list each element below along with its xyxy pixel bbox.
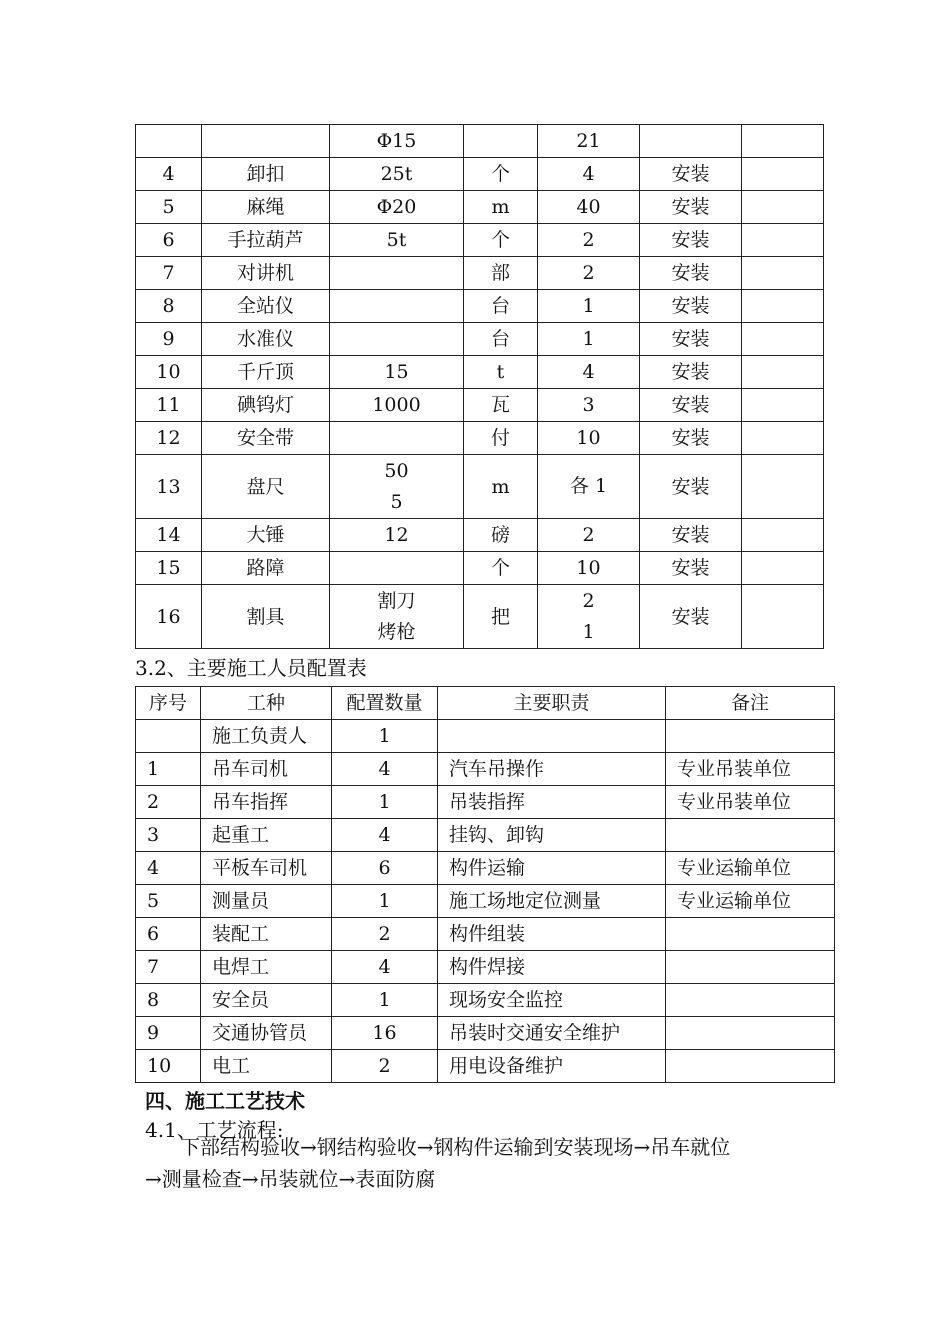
equipment-qty bbox=[538, 455, 640, 519]
equipment-use: 安装 bbox=[640, 323, 742, 356]
trade-name: 平板车司机 bbox=[201, 852, 332, 885]
equipment-qty bbox=[538, 585, 640, 649]
equipment-use: 安装 bbox=[640, 455, 742, 519]
row-number: 6 bbox=[136, 224, 202, 257]
equipment-qty bbox=[538, 552, 640, 585]
staff-table bbox=[135, 686, 835, 1083]
table-row bbox=[136, 257, 824, 290]
trade-name: 起重工 bbox=[201, 819, 332, 852]
table-row bbox=[136, 191, 824, 224]
equipment-qty-line: 3 bbox=[582, 393, 595, 416]
row-number: 8 bbox=[136, 290, 202, 323]
equipment-qty-line: 4 bbox=[582, 162, 595, 185]
equipment-spec bbox=[330, 158, 464, 191]
process-flow-line-2: →测量检查→吊装就位→表面防腐 bbox=[145, 1167, 436, 1191]
equipment-unit: m bbox=[464, 191, 538, 224]
main-duty: 吊装指挥 bbox=[438, 786, 666, 819]
table-row bbox=[136, 585, 824, 649]
trade-name: 装配工 bbox=[201, 918, 332, 951]
staff-count: 1 bbox=[332, 984, 438, 1017]
table-row bbox=[136, 389, 824, 422]
equipment-qty bbox=[538, 422, 640, 455]
equipment-unit: 台 bbox=[464, 323, 538, 356]
equipment-note bbox=[742, 125, 824, 158]
trade-name: 施工负责人 bbox=[201, 720, 332, 753]
equipment-qty-line: 各 1 bbox=[569, 475, 608, 497]
column-header: 配置数量 bbox=[332, 687, 438, 720]
equipment-spec-line: Φ15 bbox=[376, 129, 417, 152]
column-header: 序号 bbox=[136, 687, 201, 720]
equipment-note bbox=[742, 158, 824, 191]
equipment-qty-line: 1 bbox=[582, 327, 595, 350]
section-title: 四、施工工艺技术 bbox=[145, 1089, 305, 1113]
equipment-qty bbox=[538, 224, 640, 257]
staff-count: 4 bbox=[332, 753, 438, 786]
row-number: 4 bbox=[136, 158, 202, 191]
remark: 专业运输单位 bbox=[666, 852, 835, 885]
row-number: 11 bbox=[136, 389, 202, 422]
equipment-unit: 个 bbox=[464, 158, 538, 191]
equipment-spec bbox=[330, 224, 464, 257]
equipment-spec bbox=[330, 257, 464, 290]
table-header-row bbox=[136, 687, 835, 720]
equipment-qty bbox=[538, 290, 640, 323]
equipment-use: 安装 bbox=[640, 191, 742, 224]
table-row bbox=[136, 984, 835, 1017]
equipment-unit: 个 bbox=[464, 224, 538, 257]
main-duty: 构件焊接 bbox=[438, 951, 666, 984]
equipment-unit bbox=[464, 125, 538, 158]
staff-count: 1 bbox=[332, 885, 438, 918]
equipment-use: 安装 bbox=[640, 519, 742, 552]
equipment-note bbox=[742, 585, 824, 649]
equipment-qty-line: 4 bbox=[582, 360, 595, 383]
equipment-use: 安装 bbox=[640, 552, 742, 585]
equipment-name: 全站仪 bbox=[202, 290, 330, 323]
equipment-spec-line: 烤枪 bbox=[377, 620, 416, 643]
equipment-qty-line: 10 bbox=[576, 426, 601, 449]
equipment-note bbox=[742, 455, 824, 519]
equipment-name: 安全带 bbox=[202, 422, 330, 455]
equipment-spec bbox=[330, 552, 464, 585]
table-row bbox=[136, 852, 835, 885]
trade-name: 安全员 bbox=[201, 984, 332, 1017]
remark: 专业运输单位 bbox=[666, 885, 835, 918]
equipment-spec bbox=[330, 356, 464, 389]
equipment-qty bbox=[538, 519, 640, 552]
equipment-spec bbox=[330, 422, 464, 455]
equipment-name: 卸扣 bbox=[202, 158, 330, 191]
table-row bbox=[136, 290, 824, 323]
equipment-use: 安装 bbox=[640, 290, 742, 323]
equipment-spec bbox=[330, 455, 464, 519]
equipment-name: 对讲机 bbox=[202, 257, 330, 290]
row-number: 10 bbox=[136, 356, 202, 389]
equipment-name: 割具 bbox=[202, 585, 330, 649]
equipment-qty bbox=[538, 323, 640, 356]
equipment-qty-line: 2 bbox=[582, 523, 595, 546]
row-number: 4 bbox=[136, 852, 201, 885]
process-flow-line-1: 下部结构验收→钢结构验收→钢构件运输到安装现场→吊车就位 bbox=[180, 1135, 731, 1159]
remark bbox=[666, 984, 835, 1017]
table-row bbox=[136, 1050, 835, 1083]
remark bbox=[666, 951, 835, 984]
equipment-spec-line: 1000 bbox=[372, 393, 421, 416]
equipment-name: 路障 bbox=[202, 552, 330, 585]
row-number: 10 bbox=[136, 1050, 201, 1083]
remark bbox=[666, 918, 835, 951]
equipment-unit: 磅 bbox=[464, 519, 538, 552]
table-row bbox=[136, 786, 835, 819]
trade-name: 电焊工 bbox=[201, 951, 332, 984]
equipment-table bbox=[135, 124, 824, 649]
equipment-unit: 付 bbox=[464, 422, 538, 455]
equipment-unit: 把 bbox=[464, 585, 538, 649]
table-row bbox=[136, 918, 835, 951]
equipment-use: 安装 bbox=[640, 257, 742, 290]
equipment-qty bbox=[538, 125, 640, 158]
equipment-qty-line: 21 bbox=[576, 129, 601, 152]
equipment-name: 千斤顶 bbox=[202, 356, 330, 389]
subsection-title: 4.1、工艺流程: bbox=[145, 1118, 284, 1142]
trade-name: 吊车指挥 bbox=[201, 786, 332, 819]
row-number: 7 bbox=[136, 257, 202, 290]
remark: 专业吊装单位 bbox=[666, 753, 835, 786]
row-number: 14 bbox=[136, 519, 202, 552]
equipment-qty bbox=[538, 389, 640, 422]
trade-name: 测量员 bbox=[201, 885, 332, 918]
equipment-note bbox=[742, 224, 824, 257]
equipment-spec-line: 割刀 bbox=[377, 589, 416, 612]
equipment-spec-line: 5 bbox=[390, 490, 403, 513]
equipment-qty-line: 2 bbox=[582, 228, 595, 251]
equipment-spec-line: 5t bbox=[386, 228, 407, 251]
staff-count: 1 bbox=[332, 786, 438, 819]
equipment-spec-line: 12 bbox=[384, 523, 409, 546]
equipment-name: 碘钨灯 bbox=[202, 389, 330, 422]
equipment-note bbox=[742, 356, 824, 389]
equipment-name: 水准仪 bbox=[202, 323, 330, 356]
main-duty: 汽车吊操作 bbox=[438, 753, 666, 786]
equipment-unit: t bbox=[464, 356, 538, 389]
equipment-qty-line: 2 bbox=[582, 261, 595, 284]
staff-count: 2 bbox=[332, 918, 438, 951]
equipment-note bbox=[742, 422, 824, 455]
row-number: 13 bbox=[136, 455, 202, 519]
column-header: 工种 bbox=[201, 687, 332, 720]
table-row bbox=[136, 224, 824, 257]
equipment-name: 手拉葫芦 bbox=[202, 224, 330, 257]
equipment-note bbox=[742, 290, 824, 323]
equipment-use: 安装 bbox=[640, 158, 742, 191]
column-header: 主要职责 bbox=[438, 687, 666, 720]
main-duty: 施工场地定位测量 bbox=[438, 885, 666, 918]
staff-table-caption: 3.2、主要施工人员配置表 bbox=[135, 656, 367, 680]
equipment-note bbox=[742, 519, 824, 552]
equipment-note bbox=[742, 257, 824, 290]
equipment-unit: 部 bbox=[464, 257, 538, 290]
equipment-qty-line: 40 bbox=[576, 195, 601, 218]
row-number: 12 bbox=[136, 422, 202, 455]
equipment-name: 麻绳 bbox=[202, 191, 330, 224]
equipment-qty bbox=[538, 191, 640, 224]
staff-count: 16 bbox=[332, 1017, 438, 1050]
equipment-unit: 个 bbox=[464, 552, 538, 585]
equipment-use: 安装 bbox=[640, 389, 742, 422]
table-row bbox=[136, 753, 835, 786]
table-row bbox=[136, 356, 824, 389]
table-row bbox=[136, 422, 824, 455]
table-row bbox=[136, 951, 835, 984]
table-row bbox=[136, 1017, 835, 1050]
table-row bbox=[136, 720, 835, 753]
equipment-spec bbox=[330, 290, 464, 323]
row-number: 6 bbox=[136, 918, 201, 951]
equipment-unit: 台 bbox=[464, 290, 538, 323]
equipment-spec bbox=[330, 585, 464, 649]
equipment-use: 安装 bbox=[640, 356, 742, 389]
equipment-name: 盘尺 bbox=[202, 455, 330, 519]
row-number: 7 bbox=[136, 951, 201, 984]
table-row bbox=[136, 158, 824, 191]
equipment-spec bbox=[330, 191, 464, 224]
row-number: 1 bbox=[136, 753, 201, 786]
row-number: 9 bbox=[136, 323, 202, 356]
trade-name: 吊车司机 bbox=[201, 753, 332, 786]
trade-name: 电工 bbox=[201, 1050, 332, 1083]
table-row bbox=[136, 819, 835, 852]
equipment-unit: m bbox=[464, 455, 538, 519]
remark: 专业吊装单位 bbox=[666, 786, 835, 819]
row-number: 16 bbox=[136, 585, 202, 649]
main-duty: 吊装时交通安全维护 bbox=[438, 1017, 666, 1050]
main-duty: 现场安全监控 bbox=[438, 984, 666, 1017]
row-number: 5 bbox=[136, 885, 201, 918]
equipment-use bbox=[640, 125, 742, 158]
staff-count: 6 bbox=[332, 852, 438, 885]
equipment-spec bbox=[330, 125, 464, 158]
remark bbox=[666, 1050, 835, 1083]
equipment-qty-line: 1 bbox=[582, 620, 595, 643]
equipment-spec-line: 15 bbox=[384, 360, 409, 383]
remark bbox=[666, 720, 835, 753]
table-row bbox=[136, 323, 824, 356]
row-number: 3 bbox=[136, 819, 201, 852]
equipment-unit: 瓦 bbox=[464, 389, 538, 422]
row-number: 2 bbox=[136, 786, 201, 819]
equipment-spec-line: Φ20 bbox=[376, 195, 417, 218]
equipment-qty-line: 1 bbox=[582, 294, 595, 317]
column-header: 备注 bbox=[666, 687, 835, 720]
equipment-use: 安装 bbox=[640, 585, 742, 649]
equipment-use: 安装 bbox=[640, 422, 742, 455]
equipment-qty-line: 2 bbox=[582, 589, 595, 612]
main-duty: 构件运输 bbox=[438, 852, 666, 885]
equipment-name bbox=[202, 125, 330, 158]
equipment-use: 安装 bbox=[640, 224, 742, 257]
table-row bbox=[136, 885, 835, 918]
staff-count: 1 bbox=[332, 720, 438, 753]
equipment-spec-line: 50 bbox=[384, 459, 409, 482]
row-number: 8 bbox=[136, 984, 201, 1017]
equipment-spec bbox=[330, 389, 464, 422]
equipment-name: 大锤 bbox=[202, 519, 330, 552]
trade-name: 交通协管员 bbox=[201, 1017, 332, 1050]
equipment-note bbox=[742, 191, 824, 224]
equipment-note bbox=[742, 552, 824, 585]
staff-count: 2 bbox=[332, 1050, 438, 1083]
main-duty bbox=[438, 720, 666, 753]
row-number: 15 bbox=[136, 552, 202, 585]
remark bbox=[666, 1017, 835, 1050]
staff-count: 4 bbox=[332, 951, 438, 984]
table-row bbox=[136, 125, 824, 158]
main-duty: 用电设备维护 bbox=[438, 1050, 666, 1083]
equipment-note bbox=[742, 323, 824, 356]
equipment-qty bbox=[538, 158, 640, 191]
table-row bbox=[136, 519, 824, 552]
main-duty: 构件组装 bbox=[438, 918, 666, 951]
equipment-spec bbox=[330, 519, 464, 552]
equipment-spec-line: 25t bbox=[380, 162, 413, 185]
table-row bbox=[136, 552, 824, 585]
equipment-note bbox=[742, 389, 824, 422]
row-number bbox=[136, 125, 202, 158]
table-row bbox=[136, 455, 824, 519]
row-number: 9 bbox=[136, 1017, 201, 1050]
row-number: 5 bbox=[136, 191, 202, 224]
remark bbox=[666, 819, 835, 852]
equipment-qty-line: 10 bbox=[576, 556, 601, 579]
staff-count: 4 bbox=[332, 819, 438, 852]
main-duty: 挂钩、卸钩 bbox=[438, 819, 666, 852]
row-number bbox=[136, 720, 201, 753]
equipment-spec bbox=[330, 323, 464, 356]
equipment-qty bbox=[538, 257, 640, 290]
equipment-qty bbox=[538, 356, 640, 389]
